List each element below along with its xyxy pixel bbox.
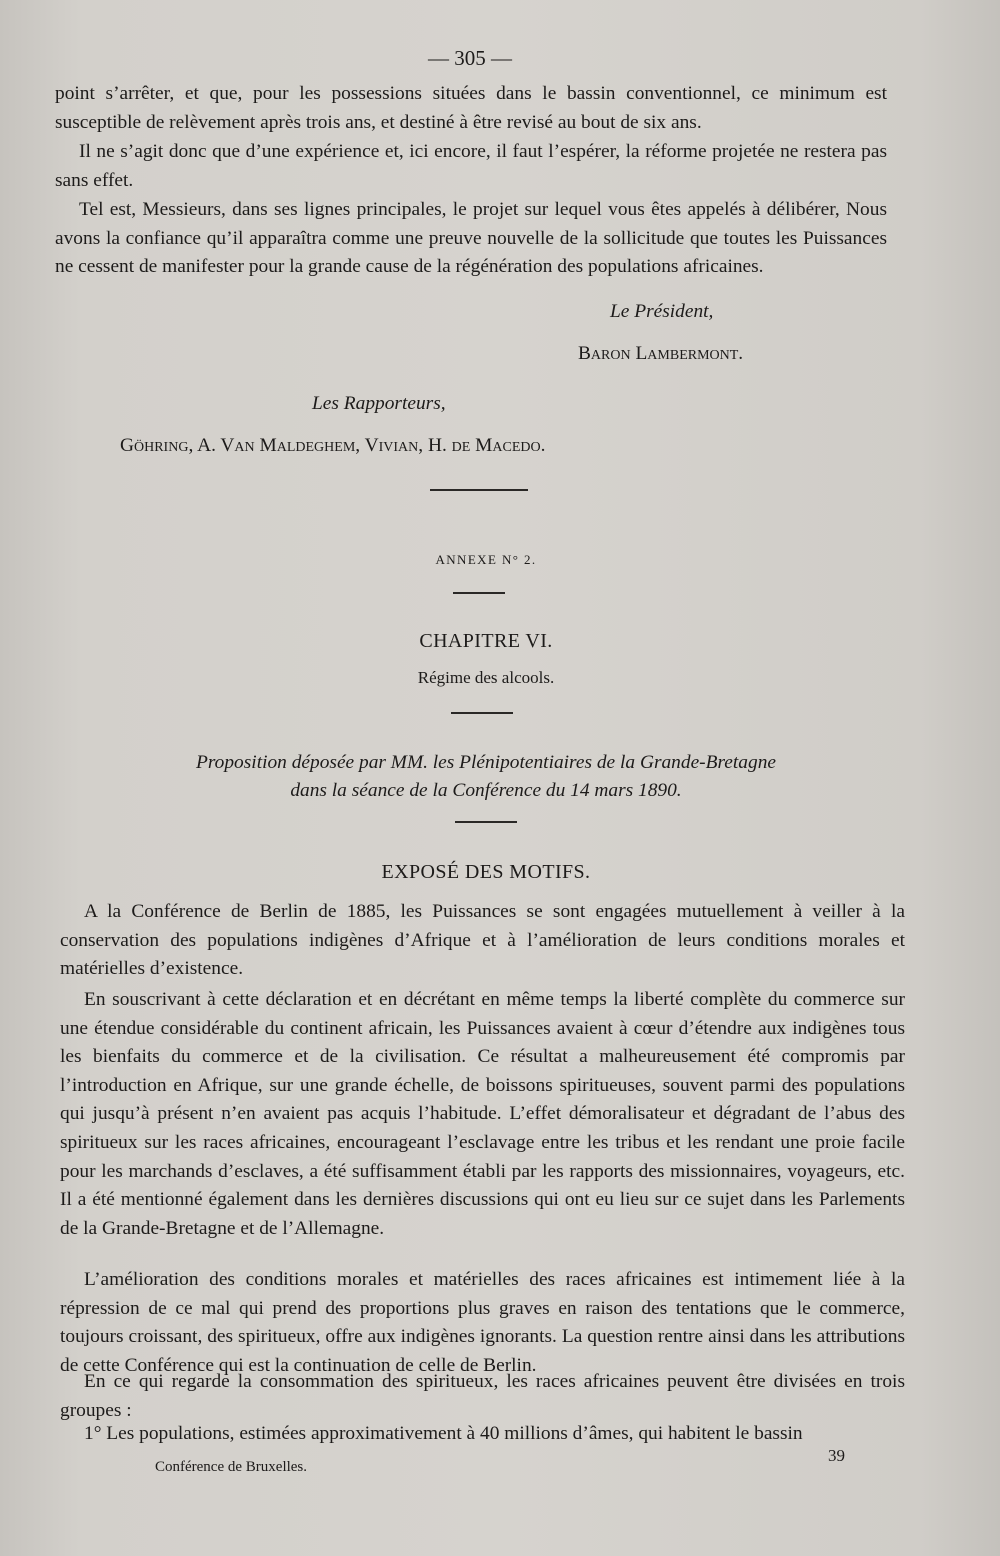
chapter-heading: CHAPITRE VI. <box>419 630 553 652</box>
president-name: Baron Lambermont. <box>578 343 744 364</box>
footer-publication: Conférence de Bruxelles. <box>155 1459 308 1475</box>
rapporteurs-names: Göhring, A. Van Maldeghem, Vivian, H. de Macedo. <box>120 435 546 456</box>
chapter-subtitle: Régime des alcools. <box>417 668 555 687</box>
proposition-line-2: dans la séance de la Conférence du 14 mars 1890. <box>290 780 682 801</box>
motifs-paragraph-4: En ce qui regarde la consommation des spiritueux, les races africaines peuvent être divisées en trois groupes : <box>60 1371 905 1421</box>
page-number: — 305 — <box>428 46 512 70</box>
motifs-paragraph-3: L’amélioration des conditions morales et matérielles des races africaines est intimement liée à la répression de ce mal qui prend des proportions plus graves en raison des tentations que le commerce, toujours croissant, des spiritueux, offre aux indigènes ignorants. La question rentre ainsi dans les attributions de cette Conférence qui est la continuation de celle de Berlin. <box>60 1269 905 1376</box>
annex-label: ANNEXE N° 2. <box>435 552 537 567</box>
divider <box>455 821 517 823</box>
paragraph-experience: Il ne s’agit donc que d’une expérience et, ici encore, il faut l’espérer, la réforme projetée ne restera pas sans effet. <box>55 141 887 191</box>
section-title: EXPOSÉ DES MOTIFS. <box>381 861 591 883</box>
paragraph-conclusion: Tel est, Messieurs, dans ses lignes principales, le projet sur lequel vous êtes appelés à délibérer, Nous avons la confiance qu’il apparaîtra comme une preuve nouvelle de la sollicitude que toutes les Puissances ne cessent de manifester pour la grande cause de la régénération des populations africaines. <box>55 199 887 278</box>
divider <box>451 712 513 714</box>
proposition-line-1: Proposition déposée par MM. les Plénipotentiaires de la Grande-Bretagne <box>196 752 776 773</box>
motifs-paragraph-5: 1° Les populations, estimées approximativement à 40 millions d’âmes, qui habitent le bassin <box>84 1423 803 1444</box>
divider <box>453 592 505 594</box>
divider <box>430 489 528 491</box>
signature-mark: 39 <box>828 1446 845 1465</box>
motifs-paragraph-1: A la Conférence de Berlin de 1885, les Puissances se sont engagées mutuellement à veiller à la conservation des populations indigènes d’Afrique et à l’amélioration de leurs conditions morales et matérielles d’existence. <box>60 901 905 980</box>
motifs-paragraph-2: En souscrivant à cette déclaration et en décrétant en même temps la liberté complète du commerce sur une étendue considérable du continent africain, les Puissances avaient à cœur d’étendre aux indigènes tous les bienfaits du commerce et de la civilisation. Ce résultat a malheureusement été compromis par l’introduction en Afrique, sur une grande échelle, de boissons spiritueuses, souvent parmi des populations qui jusqu’à présent n’en avaient pas acquis l’habitude. L’effet démoralisateur et dégradant de l’abus des spiritueux sur les races africaines, encourageant l’esclavage entre les tribus et les rendant une proie facile pour les marchands d’esclaves, a été suffisamment établi par les rapports des missionnaires, voyageurs, etc. Il a été mentionné également dans les dernières discussions qui ont eu lieu sur ce sujet dans les Parlements de la Grande-Bretagne et de l’Allemagne. <box>60 989 905 1239</box>
paragraph-continuation: point s’arrêter, et que, pour les possessions situées dans le bassin conventionnel, ce minimum est susceptible de relèvement après trois ans, et destiné à être revisé au bout de six ans. <box>55 83 887 133</box>
president-title: Le Président, <box>610 301 714 322</box>
rapporteurs-title: Les Rapporteurs, <box>312 393 446 414</box>
